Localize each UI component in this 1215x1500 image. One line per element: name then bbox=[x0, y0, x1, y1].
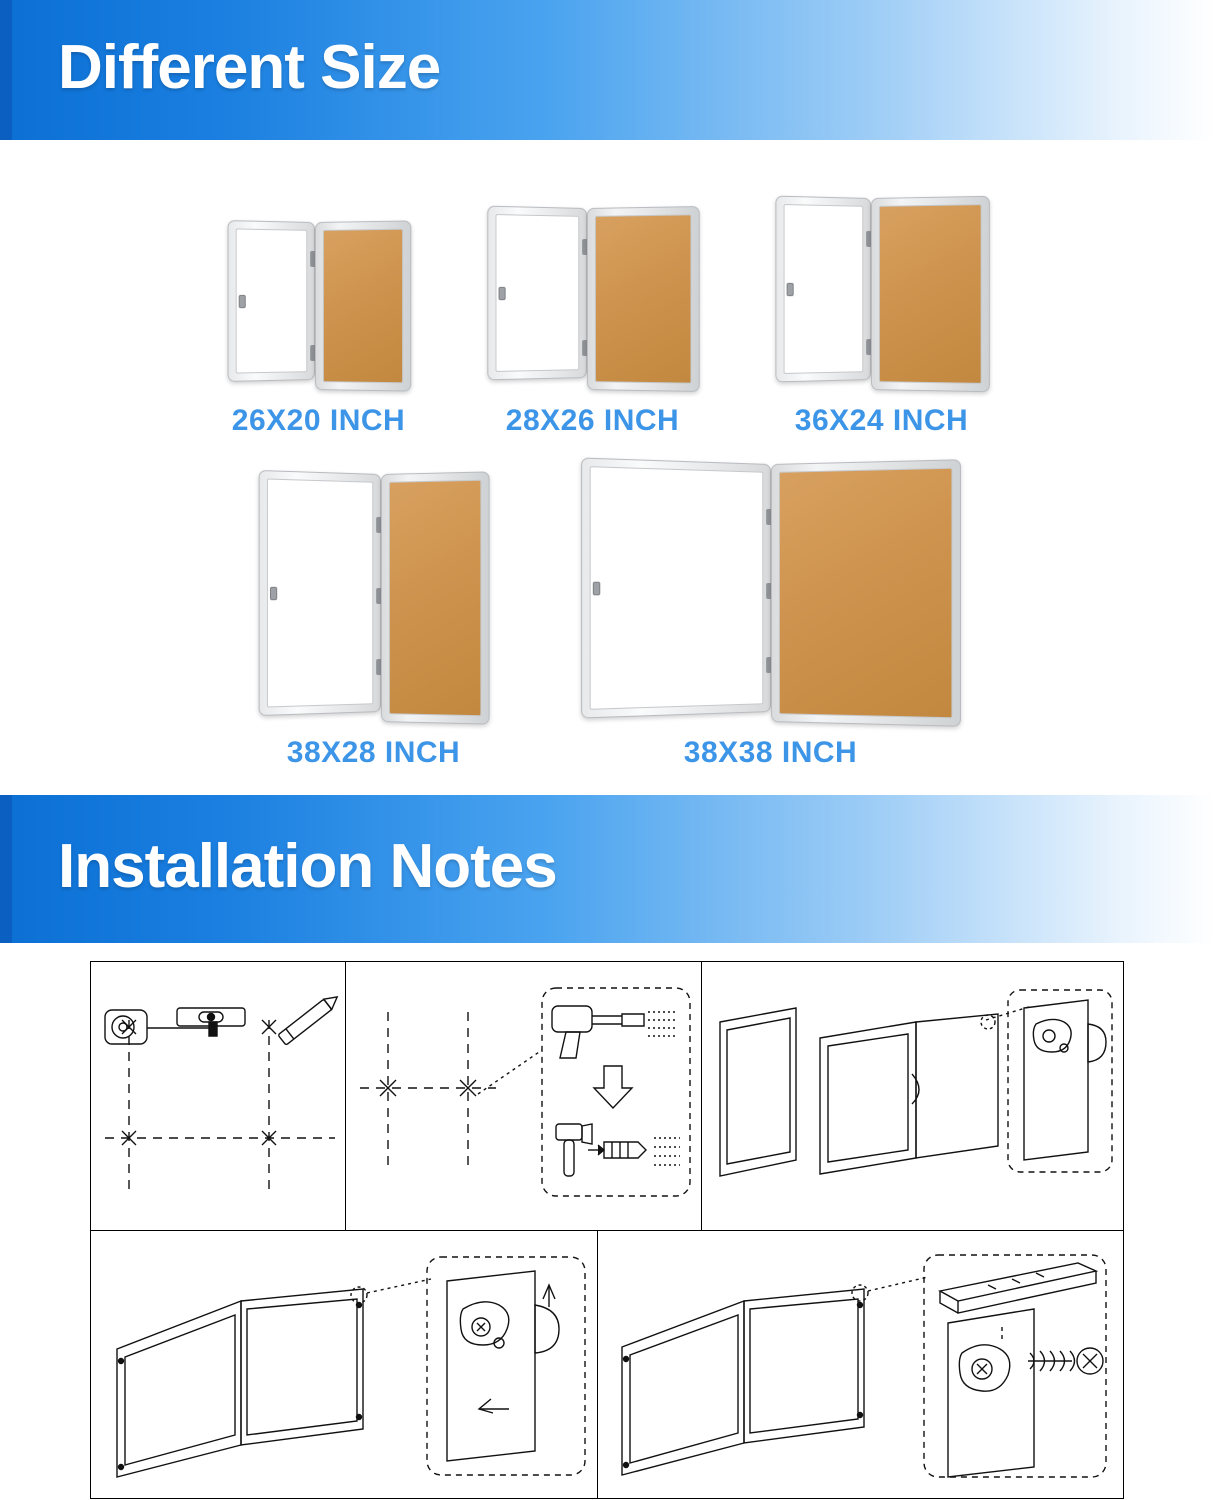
lock-icon bbox=[592, 582, 599, 596]
size-option-36x24[interactable] bbox=[775, 198, 989, 438]
lock-icon bbox=[269, 587, 276, 600]
size-label: 28X26 INCH bbox=[505, 404, 680, 437]
cork-back-panel bbox=[381, 471, 490, 724]
install-step-align-bracket bbox=[702, 961, 1124, 1231]
cabinet-illustration bbox=[775, 198, 989, 390]
cork-surface bbox=[878, 204, 981, 384]
size-option-26x20[interactable] bbox=[227, 222, 411, 438]
lock-icon bbox=[786, 283, 793, 296]
cork-surface bbox=[388, 480, 481, 717]
page-title-installation: Installation Notes bbox=[58, 832, 557, 902]
whiteboard-surface bbox=[589, 466, 763, 710]
cabinet-illustration bbox=[487, 208, 699, 390]
cork-surface bbox=[322, 229, 402, 384]
whiteboard-door bbox=[775, 196, 871, 383]
size-label: 38X38 INCH bbox=[683, 736, 858, 769]
banner-accent-bar bbox=[0, 795, 12, 943]
cork-surface bbox=[594, 214, 691, 383]
install-step-hook-keyhole bbox=[90, 1231, 598, 1499]
section-header-installation bbox=[0, 795, 1215, 943]
size-option-38x28[interactable] bbox=[259, 474, 489, 770]
sizes-gallery bbox=[0, 140, 1215, 795]
measure-mark-drawing bbox=[91, 962, 346, 1231]
cork-back-panel bbox=[871, 196, 990, 392]
hook-keyhole-drawing bbox=[91, 1231, 598, 1499]
lock-icon bbox=[498, 287, 505, 300]
banner-accent-bar bbox=[0, 0, 12, 140]
size-option-38x38[interactable] bbox=[585, 464, 957, 770]
cabinet-illustration bbox=[227, 222, 411, 390]
install-step-drill-anchor bbox=[346, 961, 702, 1231]
page-title-sizes: Different Size bbox=[58, 33, 441, 103]
sizes-row-top bbox=[0, 140, 1215, 438]
cabinet-illustration bbox=[585, 464, 957, 722]
installation-diagram-grid bbox=[0, 943, 1215, 1499]
cork-surface bbox=[778, 468, 952, 719]
cork-back-panel bbox=[771, 459, 961, 727]
whiteboard-door bbox=[227, 220, 314, 382]
size-label: 36X24 INCH bbox=[794, 404, 969, 437]
whiteboard-door bbox=[581, 457, 771, 718]
installation-row-top bbox=[90, 961, 1125, 1231]
whiteboard-surface bbox=[235, 228, 307, 373]
section-header-sizes bbox=[0, 0, 1215, 140]
install-step-measure-mark bbox=[90, 961, 346, 1231]
drill-anchor-drawing bbox=[346, 962, 702, 1231]
whiteboard-surface bbox=[266, 478, 372, 707]
lock-icon bbox=[238, 295, 245, 308]
cork-back-panel bbox=[315, 220, 411, 391]
cork-back-panel bbox=[587, 206, 700, 392]
sizes-row-bottom bbox=[0, 438, 1215, 770]
cabinet-illustration bbox=[259, 474, 489, 722]
whiteboard-surface bbox=[495, 214, 579, 372]
size-label: 38X28 INCH bbox=[286, 736, 461, 769]
align-bracket-drawing bbox=[702, 962, 1124, 1231]
size-option-28x26[interactable] bbox=[487, 208, 699, 438]
install-step-fasten-screw bbox=[598, 1231, 1124, 1499]
whiteboard-door bbox=[487, 206, 587, 381]
fasten-screw-drawing bbox=[598, 1231, 1124, 1499]
whiteboard-door bbox=[258, 470, 380, 716]
size-label: 26X20 INCH bbox=[231, 404, 406, 437]
installation-row-bottom bbox=[90, 1231, 1125, 1499]
whiteboard-surface bbox=[783, 204, 863, 374]
